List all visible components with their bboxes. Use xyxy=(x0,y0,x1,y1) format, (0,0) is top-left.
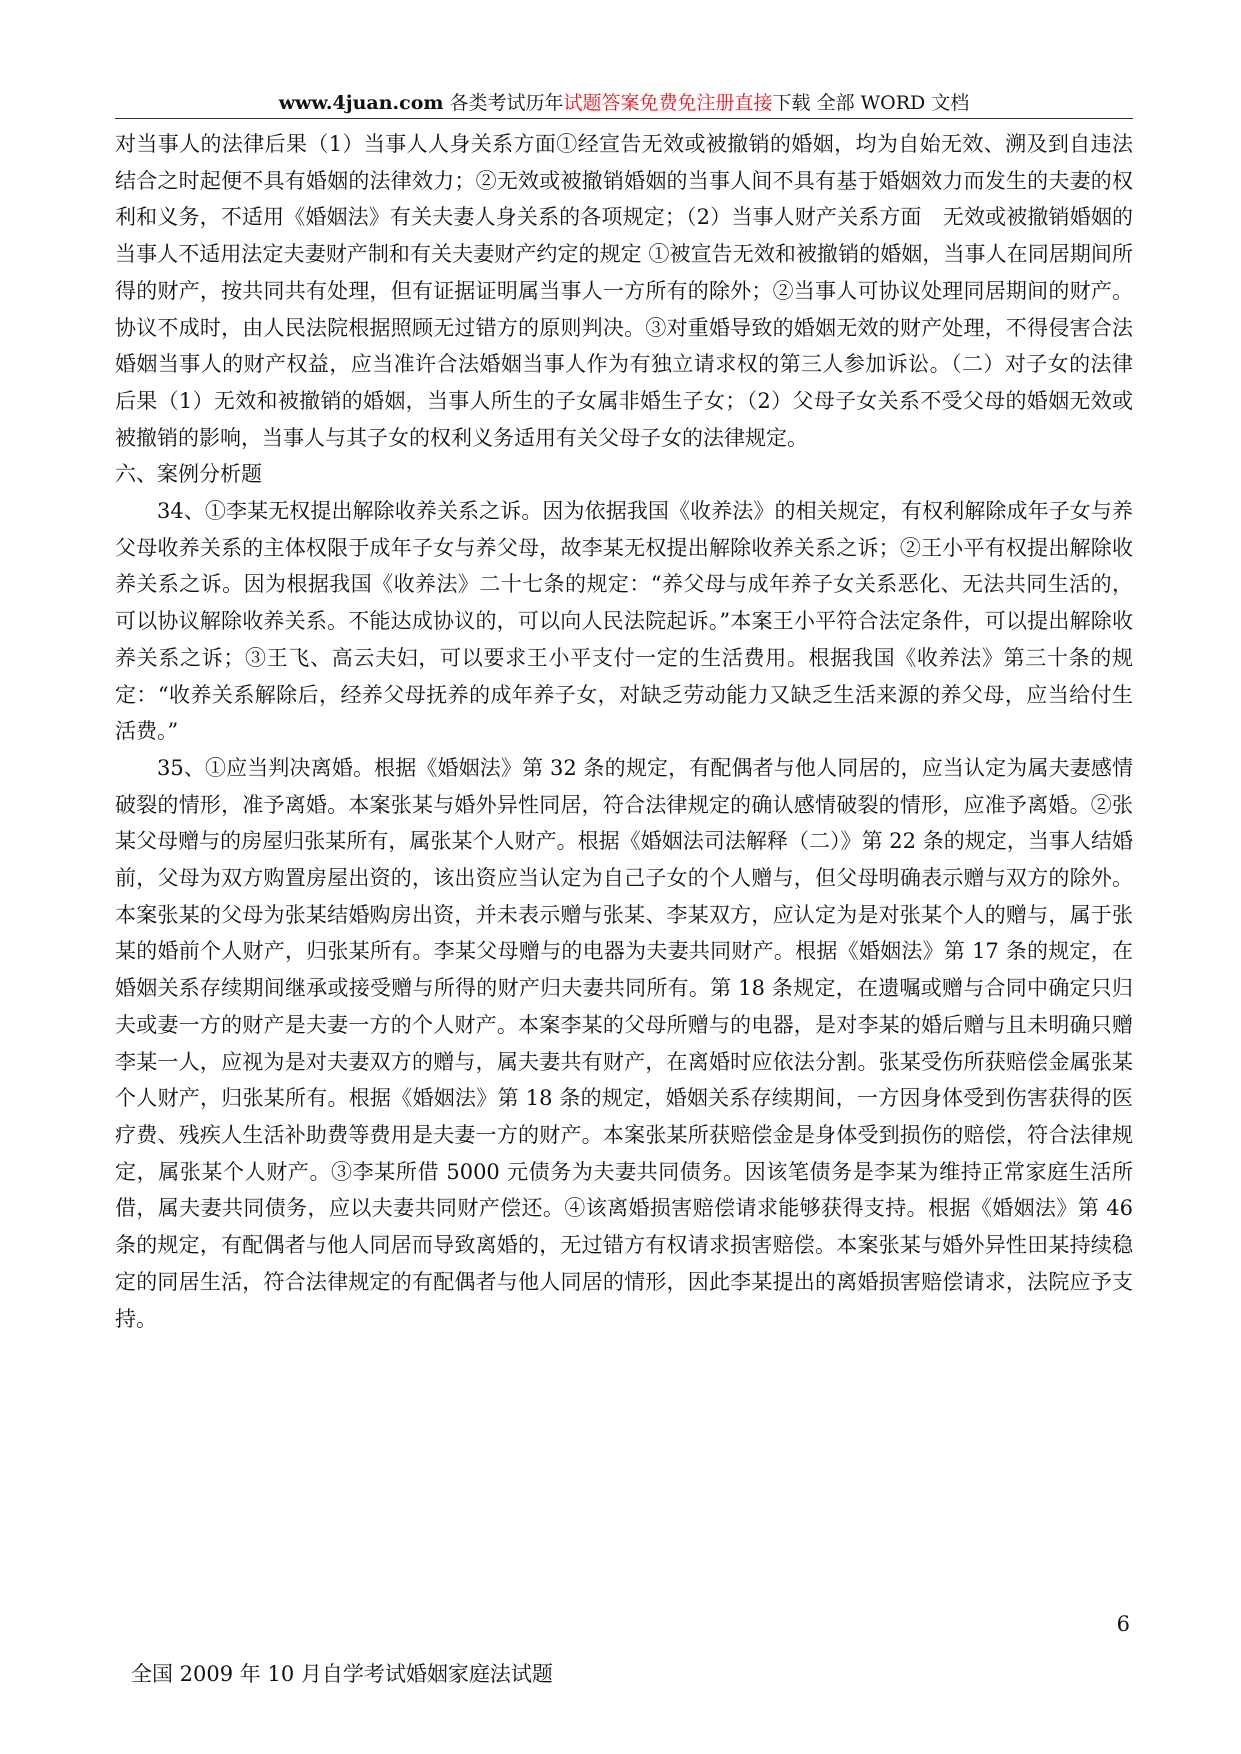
page-footer: 全国 2009 年 10 月自学考试婚姻家庭法试题 xyxy=(131,1662,553,1686)
header-text-2: 下载 全部 WORD 文档 xyxy=(772,92,970,114)
document-body xyxy=(115,126,1133,1337)
page-number: 6 xyxy=(1116,1612,1130,1636)
paragraph-continuation: 对当事人的法律后果（1）当事人人身关系方面①经宣告无效或被撤销的婚姻，均为自始无效、溯及到自违法结合之时起便不具有婚姻的法律效力；②无效或被撤销婚姻的当事人间不具有基于婚姻效力而发生的夫妻的权利和义务，不适用《婚姻法》有关夫妻人身关系的各项规定；（2）当事人财产关系方面 无效或被撤销婚姻的当事人不适用法定夫妻财产制和有关夫妻财产约定的规定 ①被宣告无效和被撤销的婚姻，当事人在同居期间所得的财产，按共同共有处理，但有证据证明属当事人一方所有的除外；②当事人可协议处理同居期间的财产。协议不成时，由人民法院根据照顾无过错方的原则判决。③对重婚导致的婚姻无效的财产处理，不得侵害合法婚姻当事人的财产权益，应当准许合法婚姻当事人作为有独立请求权的第三人参加诉讼。（二）对子女的法律后果（1）无效和被撤销的婚姻，当事人所生的子女属非婚生子女；（2）父母子女关系不受父母的婚姻无效或被撤销的影响，当事人与其子女的权利义务适用有关父母子女的法律规定。 xyxy=(115,132,1133,450)
section-heading-case-analysis: 六、案例分析题 xyxy=(115,462,262,487)
page-header xyxy=(115,88,1133,118)
paragraph-answer-35: 35、①应当判决离婚。根据《婚姻法》第 32 条的规定，有配偶者与他人同居的，应当认定为属夫妻感情破裂的情形，准予离婚。本案张某与婚外异性同居，符合法律规定的确认感情破裂的情形，应准予离婚。②张某父母赠与的房屋归张某所有，属张某个人财产。根据《婚姻法司法解释（二）》第 22 条的规定，当事人结婚前，父母为双方购置房屋出资的，该出资应当认定为自己子女的个人赠与，但父母明确表示赠与双方的除外。本案张某的父母为张某结婚购房出资，并未表示赠与张某、李某双方，应认定为是对张某个人的赠与，属于张某的婚前个人财产，归张某所有。李某父母赠与的电器为夫妻共同财产。根据《婚姻法》第 17 条的规定，在婚姻关系存续期间继承或接受赠与所得的财产归夫妻共同所有。第 18 条规定，在遗嘱或赠与合同中确定只归夫或妻一方的财产是夫妻一方的个人财产。本案李某的父母所赠与的电器，是对李某的婚后赠与且未明确只赠李某一人，应视为是对夫妻双方的赠与，属夫妻共有财产，在离婚时应依法分割。张某受伤所获赔偿金属张某个人财产，归张某所有。根据《婚姻法》第 18 条的规定，婚姻关系存续期间，一方因身体受到伤害获得的医疗费、残疾人生活补助费等费用是夫妻一方的财产。本案张某所获赔偿金是身体受到损伤的赔偿，符合法律规定，属张某个人财产。③李某所借 5000 元债务为夫妻共同债务。因该笔债务是李某为维持正常家庭生活所借，属夫妻共同债务，应以夫妻共同财产偿还。④该离婚损害赔偿请求能够获得支持。根据《婚姻法》第 46 条的规定，有配偶者与他人同居而导致离婚的，无过错方有权请求损害赔偿。本案张某与婚外异性田某持续稳定的同居生活，符合法律规定的有配偶者与他人同居的情形，因此李某提出的离婚损害赔偿请求，法院应予支持。 xyxy=(115,755,1133,1331)
header-text-1: 各类考试历年 xyxy=(443,92,564,114)
header-site-link[interactable]: www.4juan.com xyxy=(278,92,444,114)
header-highlight-text: 试题答案免费免注册直接 xyxy=(563,92,773,114)
header-divider xyxy=(115,118,1133,119)
paragraph-answer-34: 34、①李某无权提出解除收养关系之诉。因为依据我国《收养法》的相关规定，有权利解除成年子女与养父母收养关系的主体权限于成年子女与养父母，故李某无权提出解除收养关系之诉；②王小平有权提出解除收养关系之诉。因为根据我国《收养法》二十七条的规定：“养父母与成年养子女关系恶化、无法共同生活的，可以协议解除收养关系。不能达成协议的，可以向人民法院起诉。”本案王小平符合法定条件，可以提出解除收养关系之诉；③王飞、高云夫妇，可以要求王小平支付一定的生活费用。根据我国《收养法》第三十条的规定：“收养关系解除后，经养父母抚养的成年养子女，对缺乏劳动能力又缺乏生活来源的养父母，应当给付生活费。” xyxy=(115,499,1133,744)
